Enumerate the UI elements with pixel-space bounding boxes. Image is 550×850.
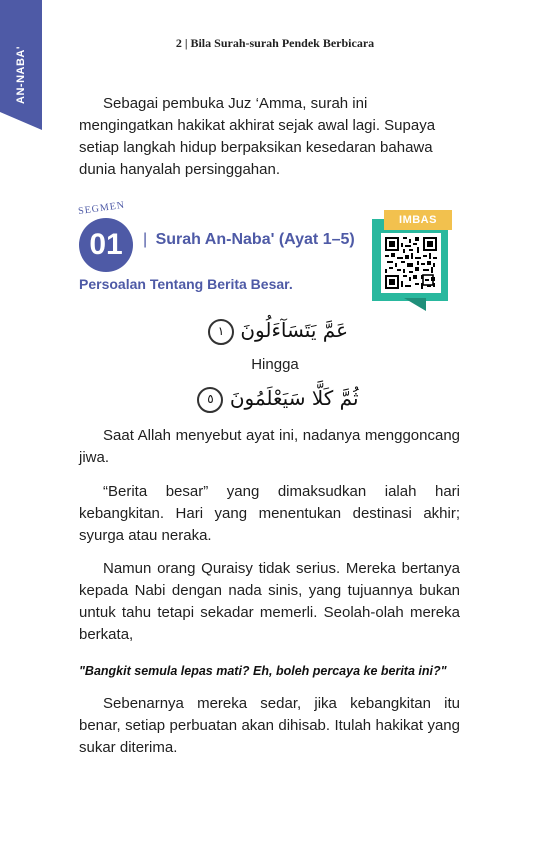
verse-second-text: ثُمَّ كَلَّا سَيَعْلَمُونَ (229, 386, 359, 410)
intro-paragraph: Sebagai pembuka Juz ‘Amma, surah ini mengingatkan hakikat akhirat sejak awal lagi. Supaya setiap langkah hidup berpaksikan kesedaran bahawa dunia hanyalah persinggahan. (79, 95, 436, 178)
qr-frame-tail (404, 298, 426, 311)
verse-first-number: ١ (208, 319, 234, 345)
running-header: 2 | Bila Surah-surah Pendek Berbicara (175, 36, 375, 50)
segment-number-badge (79, 218, 133, 272)
segment-number: 01 (89, 228, 123, 261)
verse-first (0, 318, 550, 345)
segment-subheading: Persoalan Tentang Berita Besar. (79, 276, 293, 292)
body-paragraph: Namun orang Quraisy tidak serius. Mereka bertanya kepada Nabi dengan nada sinis, yang tujuannya bukan untuk tahu tetapi sekadar memerli. Seolah-olah mereka berkata, (79, 560, 460, 643)
segment-word: SEGMEN (77, 199, 126, 218)
verse-second (0, 386, 550, 413)
verse-between: Hingga (251, 356, 299, 373)
segment-separator: | (143, 231, 148, 248)
qr-code-icon (385, 237, 437, 289)
segment-title (143, 231, 355, 249)
body-paragraph: “Berita besar” yang dimaksudkan ialah hari kebangkitan. Hari yang menentukan destinasi akhir; syurga atau neraka. (79, 483, 460, 544)
qr-code[interactable] (381, 233, 441, 293)
verse-second-number: ٥ (197, 387, 223, 413)
segment-title-text: Surah An-Naba' (Ayat 1–5) (155, 231, 355, 248)
side-tab-label: AN-NABA' (15, 46, 27, 104)
verse-first-text: عَمَّ يَتَسَآءَلُونَ (240, 318, 348, 342)
closing-paragraph: Sebenarnya mereka sedar, jika kebangkitan itu benar, setiap perbuatan akan dihisab. Itulah hakikat yang sukar diterima. (79, 695, 460, 756)
imbas-label: IMBAS (384, 210, 452, 230)
quote-line: "Bangkit semula lepas mati? Eh, boleh percaya ke berita ini?" (79, 664, 447, 678)
body-paragraph: Saat Allah menyebut ayat ini, nadanya menggoncang jiwa. (79, 427, 460, 466)
side-tab (0, 0, 42, 130)
